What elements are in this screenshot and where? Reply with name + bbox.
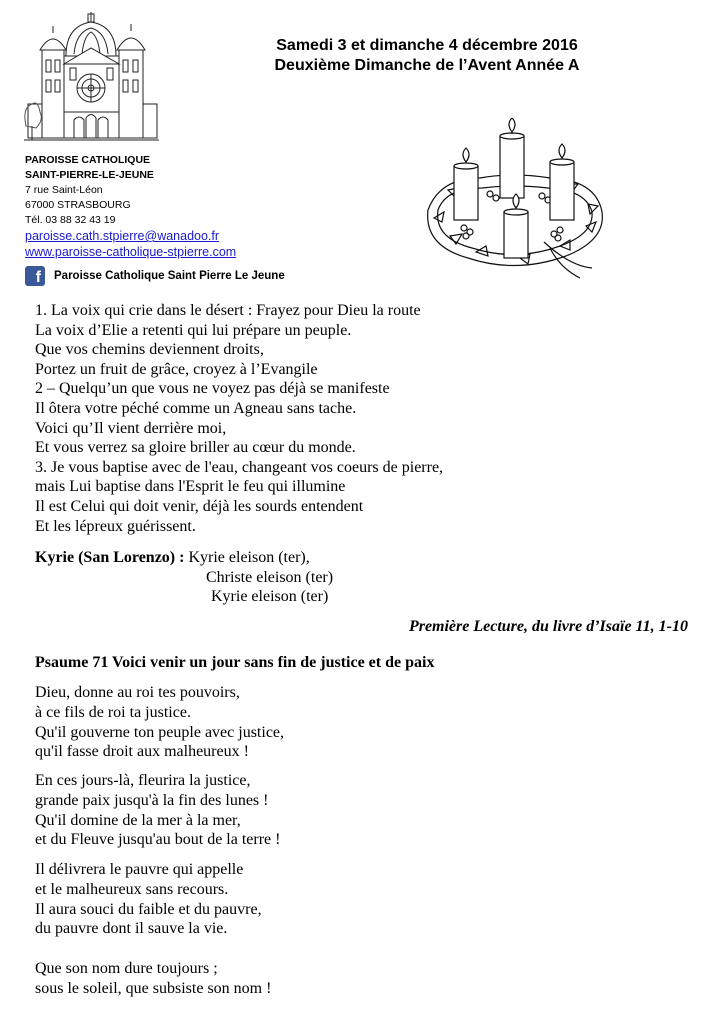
psalm-stanza <box>35 683 284 762</box>
facebook-label: Paroisse Catholique Saint Pierre Le Jeune <box>54 270 285 282</box>
song-line: Portez un fruit de grâce, croyez à l’Evangile <box>35 360 318 378</box>
website-link[interactable]: www.paroisse-catholique-stpierre.com <box>25 245 237 259</box>
kyrie-line: Christe eleison (ter) <box>206 568 334 586</box>
facebook-icon[interactable]: f <box>25 266 45 286</box>
liturgy-line: Deuxième Dimanche de l’Avent Année A <box>274 57 580 74</box>
song-line: Et les lépreux guérissent. <box>35 517 196 535</box>
psalm-line: sous le soleil, que subsiste son nom ! <box>35 979 272 997</box>
parish-name-1: PAROISSE CATHOLIQUE <box>25 154 151 166</box>
song-line: Voici qu’Il vient derrière moi, <box>35 419 227 437</box>
kyrie-line: Kyrie eleison (ter) <box>211 588 329 606</box>
psalm-line: Dieu, donne au roi tes pouvoirs, <box>35 684 240 701</box>
psalm-stanza <box>35 860 262 939</box>
first-reading-heading: Première Lecture, du livre d’Isaïe 11, 1-10 <box>408 618 688 635</box>
church-drawing <box>24 8 159 148</box>
email-link[interactable]: paroisse.cath.stpierre@wanadoo.fr <box>25 229 220 243</box>
psalm-line: à ce fils de roi ta justice. <box>35 703 191 721</box>
song-line: 3. Je vous baptise avec de l'eau, changeant vos coeurs de pierre, <box>35 458 444 476</box>
date-line: Samedi 3 et dimanche 4 décembre 2016 <box>276 37 578 54</box>
psalm-line: En ces jours-là, fleurira la justice, <box>35 772 251 789</box>
facebook-row[interactable] <box>25 266 285 286</box>
psalm-line: Que son nom dure toujours ; <box>35 960 218 977</box>
song-line: Et vous verrez sa gloire briller au cœur du monde. <box>35 439 356 457</box>
kyrie-line: Kyrie eleison (ter), <box>184 549 310 566</box>
psalm-line: qu'il fasse droit aux malheureux ! <box>35 743 249 761</box>
phone-number: Tél. 03 88 32 43 19 <box>25 214 116 226</box>
song-line: 1. La voix qui crie dans le désert : Frayez pour Dieu la route <box>35 302 421 319</box>
song-line: La voix d’Elie a retenti qui lui prépare un peuple. <box>35 321 352 339</box>
psalm-line: et le malheureux sans recours. <box>35 880 229 898</box>
psalm-line: et du Fleuve jusqu'au bout de la terre ! <box>35 831 281 849</box>
song-line: Il ôtera votre péché comme un Agneau sans tache. <box>35 399 357 417</box>
parish-contact <box>25 153 236 260</box>
psalm-line: Il aura souci du faible et du pauvre, <box>35 900 262 918</box>
song-line: Que vos chemins deviennent droits, <box>35 341 264 359</box>
psalm-line: Qu'il domine de la mer à la mer, <box>35 811 241 829</box>
psalm-stanza <box>35 771 280 850</box>
advent-wreath-drawing <box>420 118 608 280</box>
psalm-line: grande paix jusqu'à la fin des lunes ! <box>35 791 269 809</box>
song-lyrics <box>35 301 443 536</box>
song-line: mais Lui baptise dans l'Esprit le feu qui illumine <box>35 478 346 496</box>
kyrie-label: Kyrie (San Lorenzo) : <box>35 549 185 566</box>
bulletin-header <box>262 36 592 76</box>
city-address: 67000 STRASBOURG <box>25 199 131 211</box>
song-line: Il est Celui qui doit venir, déjà les sourds entendent <box>35 497 364 515</box>
parish-name-2: SAINT-PIERRE-LE-JEUNE <box>25 169 154 181</box>
psalm-line: Il délivrera le pauvre qui appelle <box>35 861 244 878</box>
kyrie-section <box>35 548 333 607</box>
psalm-title: Psaume 71 Voici venir un jour sans fin de justice et de paix <box>35 654 435 671</box>
street-address: 7 rue Saint-Léon <box>25 184 103 196</box>
psalm-stanza <box>35 959 271 999</box>
psalm-line: du pauvre dont il sauve la vie. <box>35 920 228 938</box>
song-line: 2 – Quelqu’un que vous ne voyez pas déjà se manifeste <box>35 380 390 398</box>
psalm-line: Qu'il gouverne ton peuple avec justice, <box>35 723 285 741</box>
